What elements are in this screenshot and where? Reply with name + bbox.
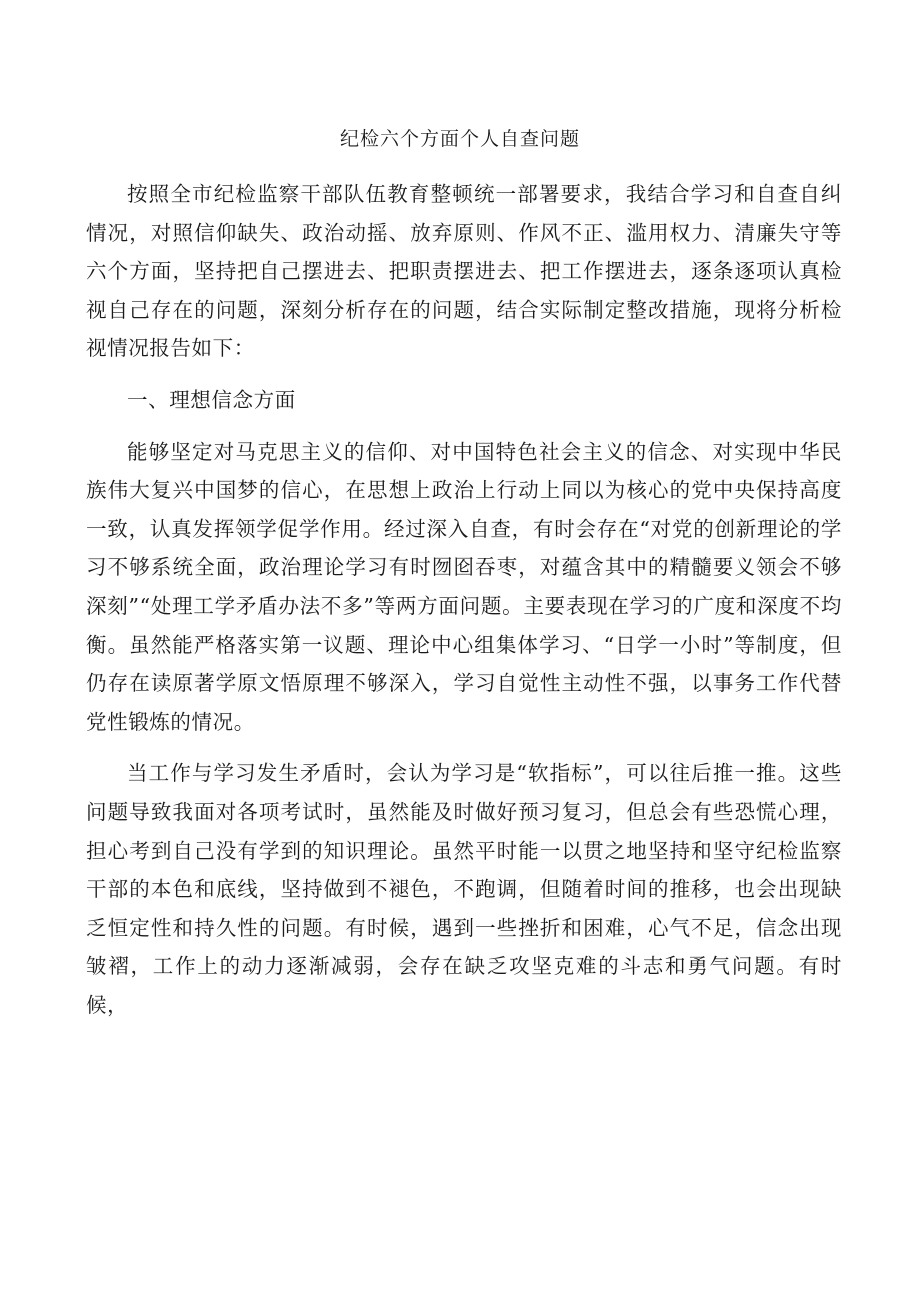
document-body [86, 175, 842, 1024]
ideals-paragraph: 能够坚定对马克思主义的信仰、对中国特色社会主义的信念、对实现中华民族伟大复兴中国梦的信心，在思想上政治上行动上同以为核心的党中央保持高度一致，认真发挥领学促学作用。经过深入自查，有时会存在“对党的创新理论的学习不够系统全面，政治理论学习有时囫囵吞枣，对蕴含其中的精髓要义领会不够深刻”“处理工学矛盾办法不多”等两方面问题。主要表现在学习的广度和深度不均衡。虽然能严格落实第一议题、理论中心组集体学习、“日学一小时”等制度，但仍存在读原著学原文悟原理不够深入，学习自觉性主动性不强，以事务工作代替党性锻炼的情况。 [86, 439, 842, 734]
section-heading-ideals: 一、理想信念方面 [127, 387, 296, 412]
work-study-paragraph: 当工作与学习发生矛盾时，会认为学习是“软指标”，可以往后推一推。这些问题导致我面对各项考试时，虽然能及时做好预习复习，但总会有些恐慌心理，担心考到自己没有学到的知识理论。虽然平时能一以贯之地坚持和坚守纪检监察干部的本色和底线，坚持做到不褪色，不跑调，但随着时间的推移，也会出现缺乏恒定性和持久性的问题。有时候，遇到一些挫折和困难，心气不足，信念出现皱褶，工作上的动力逐渐减弱，会存在缺乏攻坚克难的斗志和勇气问题。有时候， [86, 761, 842, 1017]
intro-paragraph: 按照全市纪检监察干部队伍教育整顿统一部署要求，我结合学习和自查自纠情况，对照信仰缺失、政治动摇、放弃原则、作风不正、滥用权力、清廉失守等六个方面，坚持把自己摆进去、把职责摆进去、把工作摆进去，逐条逐项认真检视自己存在的问题，深刻分析存在的问题，结合实际制定整改措施，现将分析检视情况报告如下： [86, 182, 842, 361]
document-title: 纪检六个方面个人自查问题 [339, 128, 580, 150]
